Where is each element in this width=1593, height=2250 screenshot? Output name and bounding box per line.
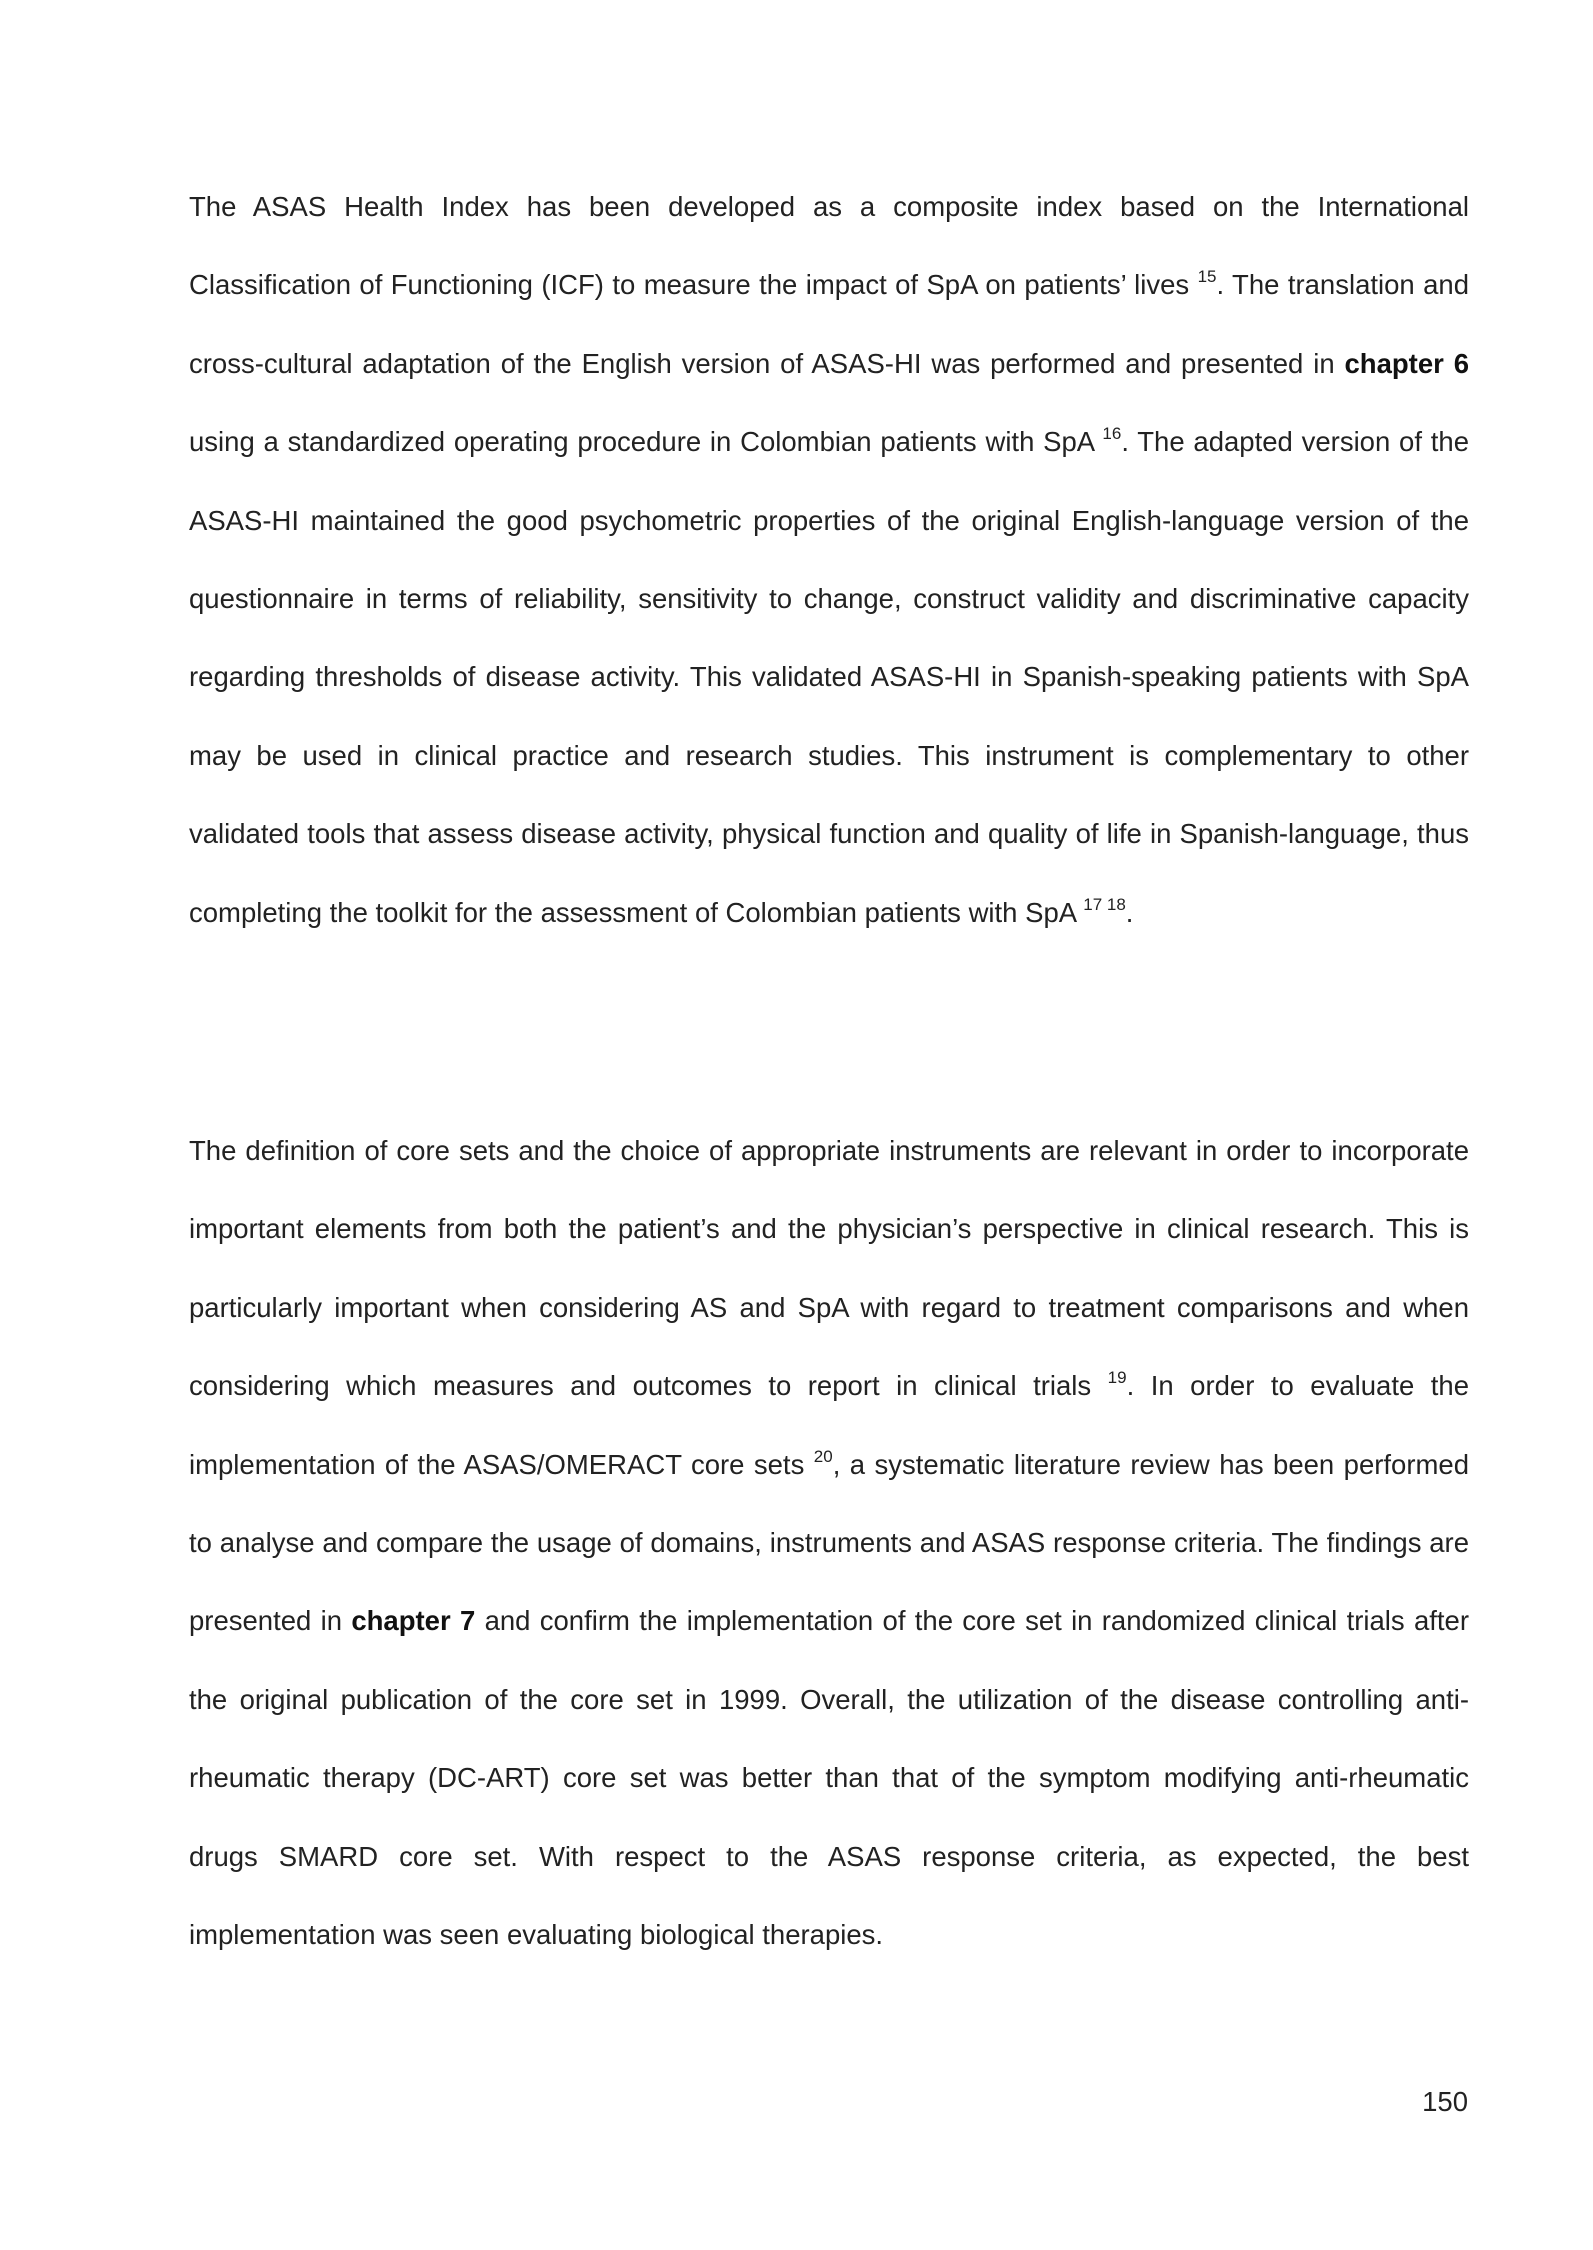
text-run: The definition of core sets and the choice of appropriate instruments are relevant in order to incorporate important elements from both the patient’s and the physician’s perspective in clinical research. This is particularly important when considering AS and SpA with regard to treatment comparisons and when considering which measures and outcomes to report in clinical trials <box>189 1135 1469 1402</box>
citation-superscript: 20 <box>813 1446 833 1466</box>
paragraph-asas-health-index <box>189 168 1469 952</box>
citation-superscript: 19 <box>1107 1368 1127 1388</box>
text-run: using a standardized operating procedure in Colombian patients with SpA <box>189 426 1103 458</box>
text-run: and confirm the implementation of the core set in randomized clinical trials after the original publication of the core set in 1999. Overall, the utilization of the disease controlling anti-rheumatic therapy (DC-ART) core set was better than that of the symptom modifying anti-rheumatic drugs SMARD core set. With respect to the ASAS response criteria, as expected, the best implementation was seen evaluating biological therapies. <box>189 1605 1469 1951</box>
text-run: The ASAS Health Index has been developed as a composite index based on the International Classification of Functioning (ICF) to measure the impact of SpA on patients’ lives <box>189 191 1469 301</box>
citation-superscript: 17 18 <box>1083 894 1126 914</box>
paragraph-core-sets <box>189 1112 1469 1974</box>
citation-superscript: 16 <box>1102 424 1122 444</box>
text-run: , a systematic literature review has been performed to analyse and compare the usage of domains, instruments and ASAS response criteria. The findings are presented in <box>189 1448 1469 1637</box>
chapter-reference: chapter 6 <box>1344 347 1469 379</box>
citation-superscript: 15 <box>1197 267 1217 287</box>
page-number: 150 <box>1422 2086 1468 2117</box>
text-run: . The adapted version of the ASAS-HI maintained the good psychometric properties of the original English-language version of the questionnaire in terms of reliability, sensitivity to change, construct validity and discriminative capacity regarding thresholds of disease activity. This validated ASAS-HI in Spanish-speaking patients with SpA may be used in clinical practice and research studies. This instrument is complementary to other validated tools that assess disease activity, physical function and quality of life in Spanish-language, thus completing the toolkit for the assessment of Colombian patients with SpA <box>189 426 1469 928</box>
text-run: . The translation and cross-cultural adaptation of the English version of ASAS-HI was performed and presented in <box>189 269 1469 379</box>
text-run: . <box>1125 896 1134 928</box>
text-run: . In order to evaluate the implementation of the ASAS/OMERACT core sets <box>189 1370 1470 1480</box>
chapter-reference: chapter 7 <box>351 1605 476 1637</box>
